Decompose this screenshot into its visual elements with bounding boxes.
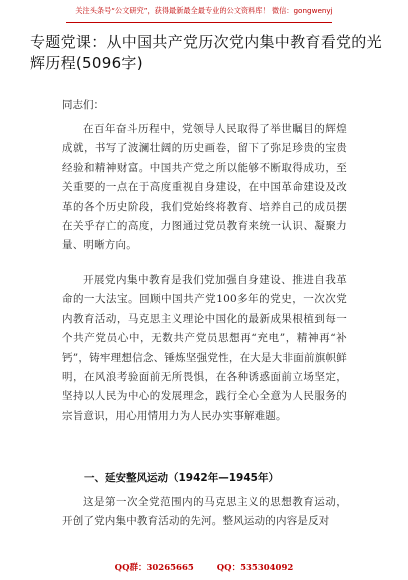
header-divider	[66, 22, 332, 23]
document-title: 专题党课：从中国共产党历次党内集中教育看党的光辉历程(5096字)	[30, 33, 382, 72]
qq-group-number: QQ群：30265665	[114, 563, 194, 573]
section-heading: 一、延安整风运动（1942年—1945年）	[84, 472, 279, 484]
body-paragraph: 开展党内集中教育是我们党加强自身建设、推进自我革命的一大法宝。回顾中国共产党100多年的党史，一次次党内教育活动，马克思主义理论中国化的最新成果根植到每一个共产党员心中，无数共产党员思想再“充电”，精神再“补钙”，铸牢理想信念、锤炼坚强党性，在大是大非面前旗帜鲜明，在风浪考验面前无所畏惧，在各种诱惑面前立场坚定，坚持以人民为中心的发展理念，践行全心全意为人民服务的宗旨意识，用心用情用力为人民办实事解难题。	[62, 274, 347, 422]
footer-contact	[0, 561, 408, 573]
section-paragraph: 这是第一次全党范围内的马克思主义的思想教育运动，开创了党内集中教育活动的先河。整风运动的内容是反对	[62, 496, 347, 528]
header-banner: 关注头条号“公文研究”，获得最新最全最专业的公文资料库！ 微信：gongwenyj	[75, 6, 333, 15]
body-paragraph: 在百年奋斗历程中，党领导人民取得了举世瞩目的辉煌成就，书写了波澜壮阔的历史画卷，留下了弥足珍贵的宝贵经验和精神财富。中国共产党之所以能够不断取得成功，至关重要的一点在于高度重视自身建设，在中国革命建设及改革的各个历史阶段，我们党始终将教育、培养自己的成员摆在关乎存亡的高度，力图通过党员教育来统一认识、凝聚力量、明晰方向。	[62, 123, 347, 252]
qq-number: QQ：535304092	[216, 563, 294, 573]
salutation: 同志们：	[62, 99, 104, 111]
